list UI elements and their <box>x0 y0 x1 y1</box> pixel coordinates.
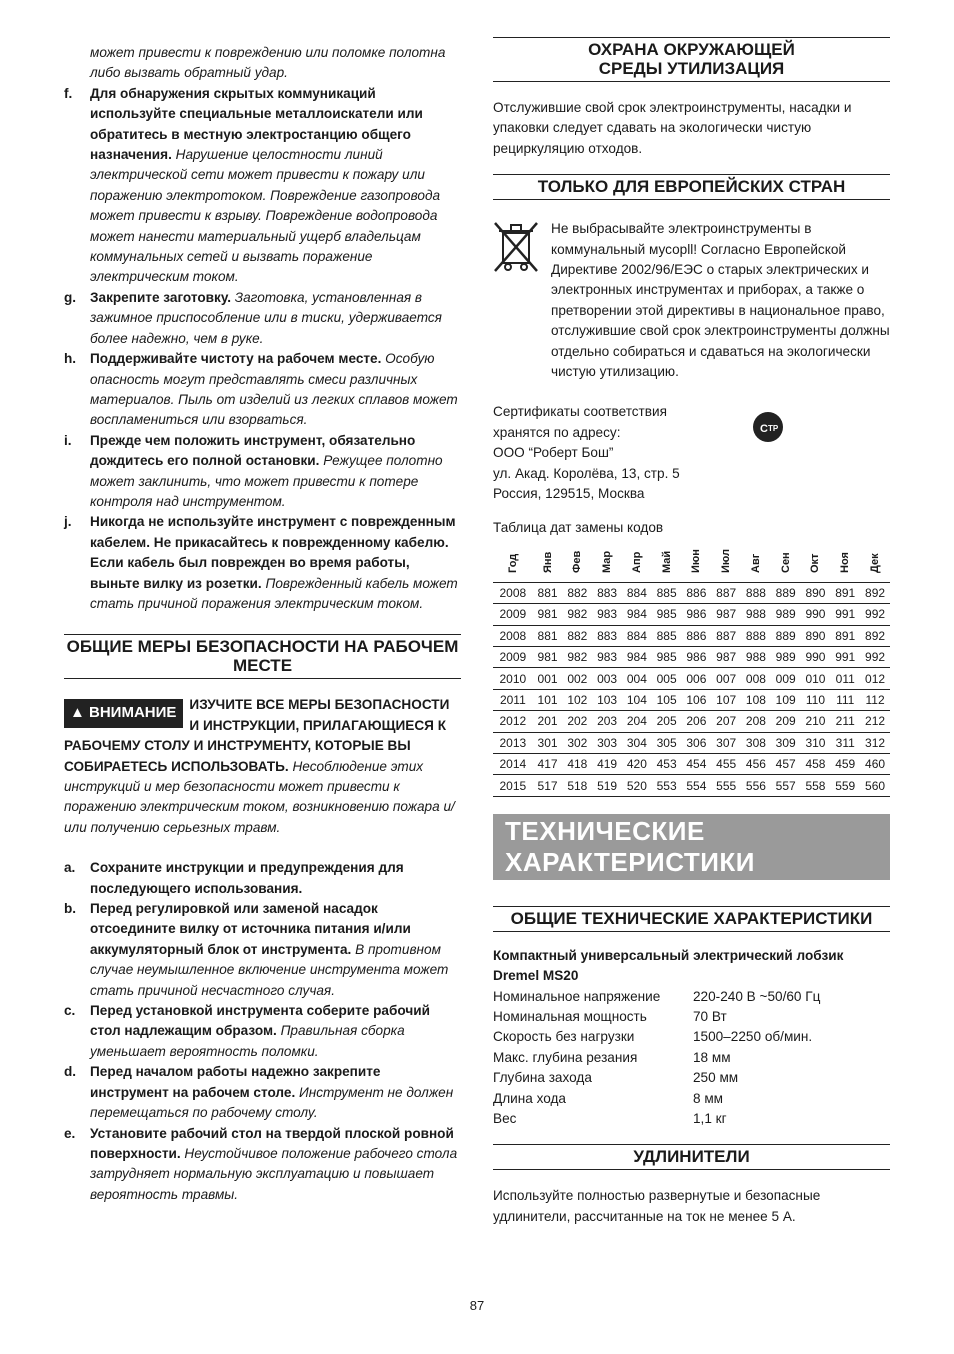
table-cell: 309 <box>771 732 801 753</box>
table-cell: 991 <box>830 604 860 625</box>
eu-text: Не выбрасывайте электроинструменты в коммунальный мусорll! Согласно Европейской Директиве 2002/96/ЕЭС о старых электрических и электронных инструментах и приборах, а также о претворении этой директивы в национальное право, отслужившие свой срок электроинструменты должны отдельно собираться и сдаваться на экологически чистую утилизацию. <box>551 221 890 380</box>
table-cell: 520 <box>622 775 652 796</box>
item-italic-text: Неустойчивое положение рабочего стола затрудняет нормальную эксплуатацию и повышает вероятность травмы. <box>90 1145 458 1202</box>
list-item <box>64 1001 461 1062</box>
table-cell: 989 <box>771 604 801 625</box>
table-cell: 882 <box>562 582 592 603</box>
table-cell: 005 <box>652 668 682 689</box>
spec-value: 8 мм <box>693 1090 724 1106</box>
spec-row <box>493 1027 890 1047</box>
table-cell: 311 <box>830 732 860 753</box>
table-cell: 001 <box>533 668 563 689</box>
list-item <box>64 899 461 1001</box>
list-item <box>64 512 461 614</box>
svg-text:С: С <box>760 423 768 436</box>
item-bold-text: Для обнаружения скрытых коммуникаций используйте специальные металлоискатели или обратитесь в местную электростанцию общего назначения. <box>90 85 423 163</box>
item-letter: a. <box>64 860 76 876</box>
tech-title: ТЕХНИЧЕСКИЕ ХАРАКТЕРИСТИКИ <box>493 814 890 880</box>
spec-list <box>493 987 890 1130</box>
warning-italic-text: Несоблюдение этих инструкций и мер безопасности может привести к поражению электрическим током, возникновению пожара и/или получению серьезных травм. <box>64 758 455 835</box>
table-header: Янв <box>533 542 563 583</box>
table-cell: 302 <box>562 732 592 753</box>
table-header: Окт <box>801 542 831 583</box>
table-cell: 458 <box>801 754 831 775</box>
list-item <box>64 431 461 513</box>
table-cell: 884 <box>622 625 652 646</box>
item-letter: b. <box>64 901 77 917</box>
table-cell: 981 <box>533 647 563 668</box>
item-italic-text: В противном случае неумышленное включение инструмента может стать причиной несчастного случая. <box>90 941 449 998</box>
page-number: 87 <box>469 1298 485 1313</box>
table-header: Фев <box>562 542 592 583</box>
section-title-general: ОБЩИЕ ТЕХНИЧЕСКИЕ ХАРАКТЕРИСТИКИ <box>493 906 890 932</box>
table-header: Год <box>493 542 533 583</box>
spec-value: 1500–2250 об/мин. <box>693 1029 813 1045</box>
item-bold-text: Никогда не используйте инструмент с поврежденным кабелем. Не прикасайтесь к поврежденному кабелю. Если кабель был поврежден во время работы, выньте вилку из розетки. <box>90 514 456 591</box>
table-row <box>493 647 890 668</box>
certificate-line: Сертификаты соответствия <box>493 404 667 420</box>
table-cell: 883 <box>592 582 622 603</box>
table-cell: 108 <box>741 689 771 710</box>
spec-label: Длина хода <box>493 1090 566 1106</box>
table-cell: 2015 <box>493 775 533 796</box>
table-cell: 303 <box>592 732 622 753</box>
table-cell: 453 <box>652 754 682 775</box>
item-bold-text: Закрепите заготовку. <box>90 289 231 305</box>
table-cell: 104 <box>622 689 652 710</box>
list-item <box>64 288 461 349</box>
table-cell: 988 <box>741 604 771 625</box>
table-header: Сен <box>771 542 801 583</box>
table-cell: 101 <box>533 689 563 710</box>
table-cell: 986 <box>682 604 712 625</box>
table-cell: 102 <box>562 689 592 710</box>
table-cell: 112 <box>860 689 890 710</box>
table-cell: 310 <box>801 732 831 753</box>
list-item <box>64 1124 461 1206</box>
item-italic-text: Правильная сборка уменьшает вероятность поломки. <box>90 1023 405 1059</box>
item-letter: c. <box>64 1003 76 1019</box>
table-cell: 984 <box>622 604 652 625</box>
table-cell: 559 <box>830 775 860 796</box>
table-cell: 2010 <box>493 668 533 689</box>
table-cell: 301 <box>533 732 563 753</box>
table-cell: 881 <box>533 625 563 646</box>
table-cell: 984 <box>622 647 652 668</box>
table-header: Май <box>652 542 682 583</box>
spec-value: 18 мм <box>693 1049 731 1065</box>
left-column <box>64 0 461 1205</box>
spec-label: Номинальная мощность <box>493 1009 647 1025</box>
item-letter: g. <box>64 289 77 305</box>
spec-label: Вес <box>493 1111 517 1127</box>
table-cell: 884 <box>622 582 652 603</box>
table-cell: 2009 <box>493 604 533 625</box>
section-title-workplace: ОБЩИЕ МЕРЫ БЕЗОПАСНОСТИ НА РАБОЧЕМ МЕСТЕ <box>64 634 461 679</box>
table-header: Апр <box>622 542 652 583</box>
table-cell: 418 <box>562 754 592 775</box>
table-cell: 890 <box>801 625 831 646</box>
table-header: Мар <box>592 542 622 583</box>
spec-value: 220-240 В ~50/60 Гц <box>693 988 821 1004</box>
table-cell: 009 <box>771 668 801 689</box>
table-cell: 983 <box>592 604 622 625</box>
table-cell: 556 <box>741 775 771 796</box>
svg-text:ТР: ТР <box>768 424 779 434</box>
list-item <box>64 858 461 899</box>
table-row <box>493 775 890 796</box>
table-cell: 982 <box>562 604 592 625</box>
item-letter: f. <box>64 85 73 101</box>
table-cell: 454 <box>682 754 712 775</box>
spec-value: 250 мм <box>693 1070 739 1086</box>
table-cell: 204 <box>622 711 652 732</box>
table-cell: 008 <box>741 668 771 689</box>
table-cell: 891 <box>830 582 860 603</box>
table-header: Июн <box>682 542 712 583</box>
section-title-eu: ТОЛЬКО ДЛЯ ЕВРОПЕЙСКИХ СТРАН <box>493 174 890 200</box>
table-cell: 985 <box>652 647 682 668</box>
table-cell: 554 <box>682 775 712 796</box>
table-cell: 885 <box>652 582 682 603</box>
intro-text: может привести к повреждению или поломке полотна либо вызвать обратный удар. <box>90 45 446 81</box>
table-row <box>493 732 890 753</box>
table-cell: 2008 <box>493 625 533 646</box>
item-letter: h. <box>64 351 77 367</box>
table-cell: 012 <box>860 668 890 689</box>
spec-row <box>493 1048 890 1068</box>
table-cell: 890 <box>801 582 831 603</box>
table-cell: 201 <box>533 711 563 732</box>
table-cell: 888 <box>741 625 771 646</box>
table-cell: 560 <box>860 775 890 796</box>
item-italic-text: Нарушение целостности линий электрической сети может привести к пожару или поражению электротоком. Повреждение газопровода может привести к взрыву. Повреждение водопровода может нанести материальный ущерб владельцам коммунальных сетей и вызвать поражение электрическим током. <box>90 147 441 285</box>
item-bold-text: Поддерживайте чистоту на рабочем месте. <box>90 351 382 367</box>
table-row <box>493 668 890 689</box>
table-cell: 107 <box>711 689 741 710</box>
section-title-extension: УДЛИНИТЕЛИ <box>493 1144 890 1170</box>
table-cell: 992 <box>860 604 890 625</box>
warning-bold-text: ИЗУЧИТЕ ВСЕ МЕРЫ БЕЗОПАСНОСТИ И ИНСТРУКЦИИ, ПРИЛАГАЮЩИЕСЯ К РАБОЧЕМУ СТОЛУ И ИНСТРУМЕНТУ, КОТОРЫЕ ВЫ СОБИРАЕТЕСЬ ИСПОЛЬЗОВАТЬ. <box>64 697 450 774</box>
table-cell: 207 <box>711 711 741 732</box>
table-cell: 305 <box>652 732 682 753</box>
table-cell: 889 <box>771 582 801 603</box>
table-cell: 886 <box>682 625 712 646</box>
warning-badge: ▲ ВНИМАНИЕ <box>64 699 183 727</box>
code-table <box>493 542 890 797</box>
table-cell: 989 <box>771 647 801 668</box>
spec-value: 70 Вт <box>693 1009 727 1025</box>
item-letter: e. <box>64 1125 76 1141</box>
table-cell: 105 <box>652 689 682 710</box>
item-bold-text: Перед началом работы надежно закрепите инструмент на рабочем столе. <box>90 1064 381 1100</box>
table-cell: 886 <box>682 582 712 603</box>
item-letter: d. <box>64 1064 77 1080</box>
table-cell: 985 <box>652 604 682 625</box>
spec-label: Макс. глубина резания <box>493 1049 638 1065</box>
table-cell: 889 <box>771 625 801 646</box>
table-cell: 457 <box>771 754 801 775</box>
table-cell: 205 <box>652 711 682 732</box>
table-cell: 986 <box>682 647 712 668</box>
table-cell: 981 <box>533 604 563 625</box>
table-row <box>493 582 890 603</box>
table-cell: 110 <box>801 689 831 710</box>
table-cell: 983 <box>592 647 622 668</box>
spec-row <box>493 987 890 1007</box>
table-cell: 420 <box>622 754 652 775</box>
table-row <box>493 711 890 732</box>
table-cell: 312 <box>860 732 890 753</box>
table-cell: 210 <box>801 711 831 732</box>
table-cell: 304 <box>622 732 652 753</box>
certificate-line: ООО “Роберт Бош” <box>493 445 614 461</box>
table-cell: 206 <box>682 711 712 732</box>
table-header: Авг <box>741 542 771 583</box>
eac-mark-icon <box>751 410 785 447</box>
item-italic-text: Поврежденный кабель может стать причиной поражения электрическим током. <box>90 575 458 611</box>
right-column <box>493 0 890 1227</box>
item-bold-text: Перед регулировкой или заменой насадок отсоедините вилку от источника питания и/или аккумуляторный блок от инструмента. <box>90 901 411 957</box>
table-cell: 990 <box>801 604 831 625</box>
table-cell: 988 <box>741 647 771 668</box>
table-cell: 417 <box>533 754 563 775</box>
table-cell: 459 <box>830 754 860 775</box>
table-cell: 519 <box>592 775 622 796</box>
table-cell: 2014 <box>493 754 533 775</box>
table-cell: 553 <box>652 775 682 796</box>
table-cell: 991 <box>830 647 860 668</box>
table-cell: 2013 <box>493 732 533 753</box>
item-bold-text: Установите рабочий стол на твердой плоской ровной поверхности. <box>90 1125 454 1161</box>
table-caption: Таблица дат замены кодов <box>493 519 664 535</box>
spec-row <box>493 1068 890 1088</box>
table-cell: 208 <box>741 711 771 732</box>
list-item <box>64 1062 461 1123</box>
table-cell: 111 <box>830 689 860 710</box>
table-cell: 990 <box>801 647 831 668</box>
table-cell: 011 <box>830 668 860 689</box>
table-cell: 885 <box>652 625 682 646</box>
table-cell: 558 <box>801 775 831 796</box>
spec-row <box>493 1109 890 1129</box>
item-bold-text: Прежде чем положить инструмент, обязательно дождитесь его полной остановки. <box>90 432 416 469</box>
item-italic-text: Режущее полотно может заклинить, что может привести к потере контроля над инструментом. <box>90 453 443 509</box>
table-cell: 881 <box>533 582 563 603</box>
table-cell: 557 <box>771 775 801 796</box>
table-cell: 518 <box>562 775 592 796</box>
table-cell: 006 <box>682 668 712 689</box>
table-cell: 419 <box>592 754 622 775</box>
table-cell: 007 <box>711 668 741 689</box>
table-row <box>493 754 890 775</box>
table-cell: 892 <box>860 625 890 646</box>
table-cell: 891 <box>830 625 860 646</box>
spec-row <box>493 1089 890 1109</box>
certificate-line: Россия, 129515, Москва <box>493 486 645 502</box>
table-cell: 003 <box>592 668 622 689</box>
certificate-line: хранятся по адресу: <box>493 424 621 440</box>
table-cell: 203 <box>592 711 622 732</box>
table-cell: 892 <box>860 582 890 603</box>
table-cell: 555 <box>711 775 741 796</box>
table-cell: 209 <box>771 711 801 732</box>
table-cell: 987 <box>711 647 741 668</box>
table-cell: 103 <box>592 689 622 710</box>
list-item <box>64 84 461 288</box>
table-cell: 2008 <box>493 582 533 603</box>
table-cell: 109 <box>771 689 801 710</box>
crossed-bin-icon <box>493 219 551 382</box>
table-cell: 212 <box>860 711 890 732</box>
table-cell: 307 <box>711 732 741 753</box>
table-cell: 455 <box>711 754 741 775</box>
table-cell: 106 <box>682 689 712 710</box>
table-cell: 2011 <box>493 689 533 710</box>
environment-text: Отслужившие свой срок электроинструменты, насадки и упаковки следует сдавать на экологически чистую рециркуляцию отходов. <box>493 100 852 156</box>
table-cell: 306 <box>682 732 712 753</box>
table-header: Июл <box>711 542 741 583</box>
spec-label: Номинальное напряжение <box>493 988 661 1004</box>
safety-list-2 <box>64 858 461 1205</box>
table-row <box>493 625 890 646</box>
table-header: Дек <box>860 542 890 583</box>
item-bold-text: Перед установкой инструмента соберите рабочий стол надлежащим образом. <box>90 1003 430 1039</box>
table-cell: 460 <box>860 754 890 775</box>
table-cell: 982 <box>562 647 592 668</box>
table-cell: 010 <box>801 668 831 689</box>
table-cell: 987 <box>711 604 741 625</box>
certificate-block <box>493 402 890 504</box>
section-title-environment: ОХРАНА ОКРУЖАЮЩЕЙ СРЕДЫ УТИЛИЗАЦИЯ <box>493 37 890 82</box>
certificate-line: ул. Акад. Королёва, 13, стр. 5 <box>493 465 680 481</box>
product-name: Компактный универсальный электрический лобзик Dremel MS20 <box>493 947 844 984</box>
table-cell: 211 <box>830 711 860 732</box>
table-cell: 202 <box>562 711 592 732</box>
table-header: Ноя <box>830 542 860 583</box>
table-cell: 002 <box>562 668 592 689</box>
item-italic-text: Инструмент не должен перемещаться по рабочему столу. <box>90 1084 454 1121</box>
extension-text: Используйте полностью развернутые и безопасные удлинители, рассчитанные на ток не менее 5 А. <box>493 1188 821 1224</box>
table-cell: 883 <box>592 625 622 646</box>
list-item <box>64 349 461 431</box>
table-cell: 2009 <box>493 647 533 668</box>
table-cell: 2012 <box>493 711 533 732</box>
warning-block <box>64 695 461 838</box>
table-cell: 517 <box>533 775 563 796</box>
table-cell: 887 <box>711 625 741 646</box>
table-cell: 004 <box>622 668 652 689</box>
table-cell: 308 <box>741 732 771 753</box>
item-letter: i. <box>64 432 72 448</box>
item-italic-text: Особую опасность могут представлять смеси различных материалов. Пыль от изделий из легких сплавов может воспламениться или взорваться. <box>90 351 458 428</box>
table-cell: 888 <box>741 582 771 603</box>
safety-list-1 <box>64 84 461 615</box>
item-bold-text: Сохраните инструкции и предупреждения для последующего использования. <box>90 860 404 896</box>
spec-value: 1,1 кг <box>693 1111 727 1127</box>
eu-block <box>493 219 890 382</box>
item-italic-text: Заготовка, установленная в зажимное приспособление или в тиски, удерживается более надежно, чем в руке. <box>90 289 442 346</box>
spec-label: Скорость без нагрузки <box>493 1029 635 1045</box>
spec-row <box>493 1007 890 1027</box>
table-row <box>493 689 890 710</box>
certificate-text <box>493 402 890 504</box>
table-row <box>493 604 890 625</box>
table-cell: 456 <box>741 754 771 775</box>
table-cell: 992 <box>860 647 890 668</box>
spec-label: Глубина захода <box>493 1070 592 1086</box>
table-cell: 882 <box>562 625 592 646</box>
table-cell: 887 <box>711 582 741 603</box>
item-letter: j. <box>64 514 72 530</box>
